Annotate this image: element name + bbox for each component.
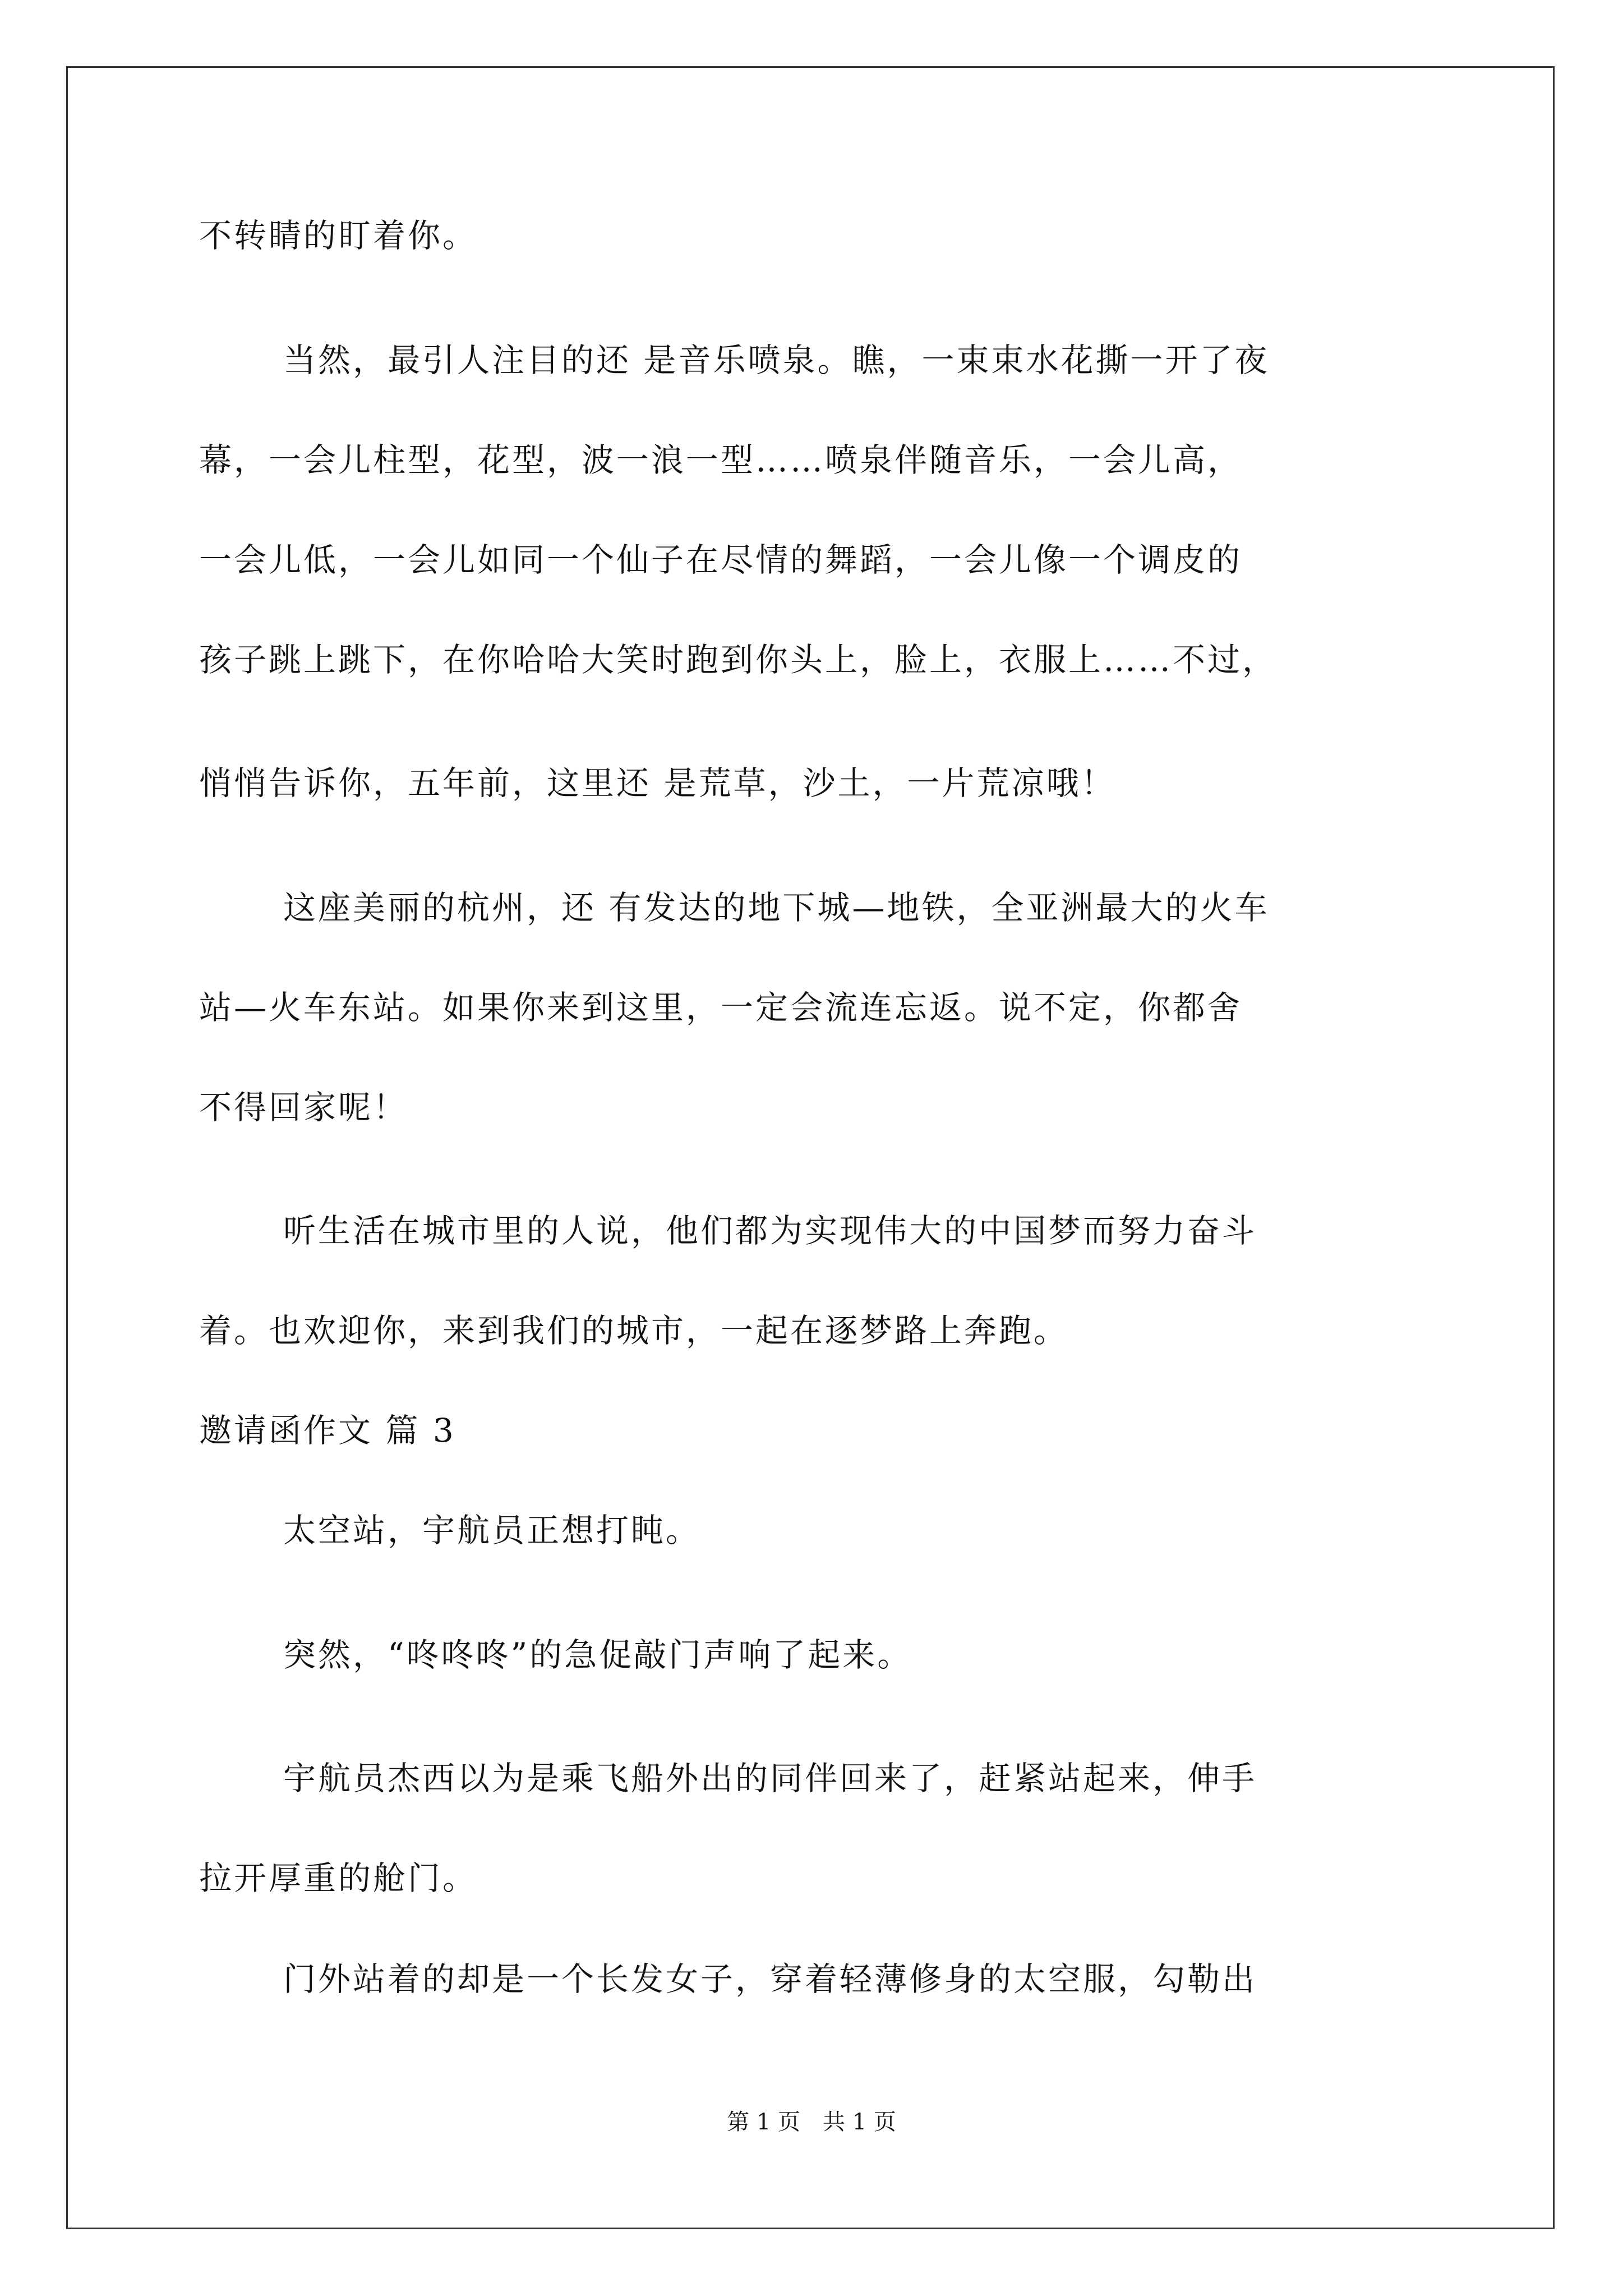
text-line-16: 拉开厚重的舱门。: [199, 1859, 478, 1897]
text-line-4: 一会儿低，一会儿如同一个仙子在尽情的舞蹈，一会儿像一个调皮的: [199, 541, 1243, 579]
text-line-11: 着。也欢迎你，来到我们的城市，一起在逐梦路上奔跑。: [199, 1312, 1069, 1350]
page-number-footer: 第 1 页 共 1 页: [727, 2109, 896, 2135]
text-line-3: 幕，一会儿柱型，花型，波一浪一型……喷泉伴随音乐，一会儿高，: [199, 441, 1243, 479]
text-line-13: 太空站，宇航员正想打盹。: [283, 1511, 701, 1549]
text-line-2: 当然，最引人注目的还 是音乐喷泉。瞧，一束束水花撕一开了夜: [283, 341, 1270, 379]
text-line-17: 门外站着的却是一个长发女子，穿着轻薄修身的太空服，勾勒出: [283, 1960, 1257, 1998]
text-line-8: 站—火车东站。如果你来到这里，一定会流连忘返。说不定，你都舍: [199, 988, 1243, 1027]
text-line-6: 悄悄告诉你，五年前，这里还 是荒草，沙土，一片荒凉哦！: [199, 764, 1116, 802]
text-line-7: 这座美丽的杭州，还 有发达的地下城—地铁，全亚洲最大的火车: [283, 889, 1270, 927]
text-line-10: 听生活在城市里的人说，他们都为实现伟大的中国梦而努力奋斗: [283, 1212, 1257, 1250]
text-line-1: 不转睛的盯着你。: [199, 217, 478, 255]
section-heading: 邀请函作文 篇 3: [199, 1411, 456, 1450]
text-line-15: 宇航员杰西以为是乘飞船外出的同伴回来了，赶紧站起来，伸手: [283, 1759, 1257, 1797]
text-line-9: 不得回家呢！: [199, 1088, 408, 1126]
page-border: [66, 66, 1555, 2229]
text-line-5: 孩子跳上跳下，在你哈哈大笑时跑到你头上，脸上，衣服上……不过，: [199, 641, 1278, 679]
text-line-14: 突然，“咚咚咚”的急促敲门声响了起来。: [283, 1636, 912, 1674]
